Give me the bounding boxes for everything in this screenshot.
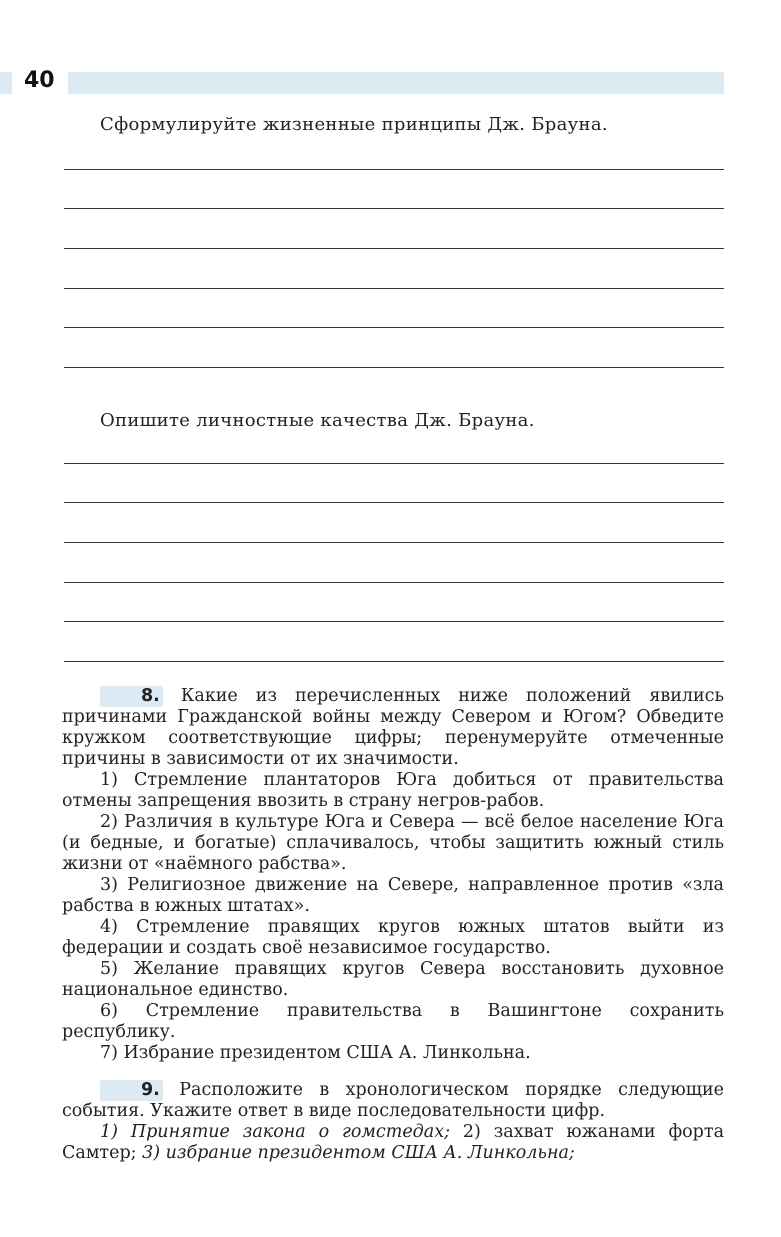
- task-number-9: 9.: [100, 1080, 163, 1101]
- answer-line[interactable]: [64, 463, 724, 464]
- task-9-event-1: 1) Принятие закона о гомстедах;: [100, 1122, 450, 1142]
- answer-line[interactable]: [64, 169, 724, 170]
- task-9-events: [62, 1122, 724, 1164]
- task-number-8: 8.: [100, 686, 163, 707]
- task-8-intro: [62, 686, 724, 770]
- page-number: 40: [24, 68, 55, 93]
- answer-line[interactable]: [64, 367, 724, 368]
- task-8-option[interactable]: 4) Стремление правящих кругов южных штатов выйти из федерации и создать своё независимое государство.: [62, 917, 724, 958]
- task-8-option[interactable]: 2) Различия в культуре Юга и Севера — всё белое население Юга (и бедные, и богатые) сплачивалось, чтобы защитить южный стиль жизни от «наёмного рабства».: [62, 812, 724, 874]
- answer-line[interactable]: [64, 208, 724, 209]
- task-8-option[interactable]: 6) Стремление правительства в Вашингтоне сохранить республику.: [62, 1001, 724, 1042]
- task-8-option[interactable]: 3) Религиозное движение на Севере, направленное против «зла рабства в южных штатах».: [62, 875, 724, 916]
- answer-line[interactable]: [64, 248, 724, 249]
- answer-line[interactable]: [64, 327, 724, 328]
- task-8: [62, 686, 724, 1064]
- task-9-question: Расположите в хронологическом порядке следующие события. Укажите ответ в виде последовательности цифр.: [62, 1080, 724, 1121]
- answer-line[interactable]: [64, 661, 724, 662]
- task-9-event-2: 2) захват южанами форта Самтер;: [62, 1122, 724, 1163]
- task-9-event-3: 3) избрание президентом США А. Линкольна;: [142, 1143, 575, 1163]
- task-8-option[interactable]: 5) Желание правящих кругов Севера восстановить духовное национальное единство.: [62, 959, 724, 1000]
- header-band: [68, 72, 724, 94]
- task-9: [62, 1080, 724, 1164]
- task-8-option[interactable]: 7) Избрание президентом США А. Линкольна.: [100, 1043, 531, 1063]
- header-edge-mark: [0, 72, 12, 94]
- task-9-intro: [62, 1080, 724, 1122]
- qualities-prompt: Опишите личностные качества Дж. Брауна.: [100, 410, 535, 431]
- task-8-option[interactable]: 1) Стремление плантаторов Юга добиться от правительства отмены запрещения ввозить в страну негров-рабов.: [62, 770, 724, 811]
- answer-line[interactable]: [64, 502, 724, 503]
- answer-line[interactable]: [64, 582, 724, 583]
- task-8-question: Какие из перечисленных ниже положений явились причинами Гражданской войны между Севером и Югом? Обведите кружком соответствующие цифры; перенумеруйте отмеченные причины в зависимости от их значимости.: [62, 686, 724, 769]
- answer-line[interactable]: [64, 288, 724, 289]
- answer-line[interactable]: [64, 542, 724, 543]
- principles-prompt: Сформулируйте жизненные принципы Дж. Брауна.: [100, 114, 608, 135]
- answer-line[interactable]: [64, 621, 724, 622]
